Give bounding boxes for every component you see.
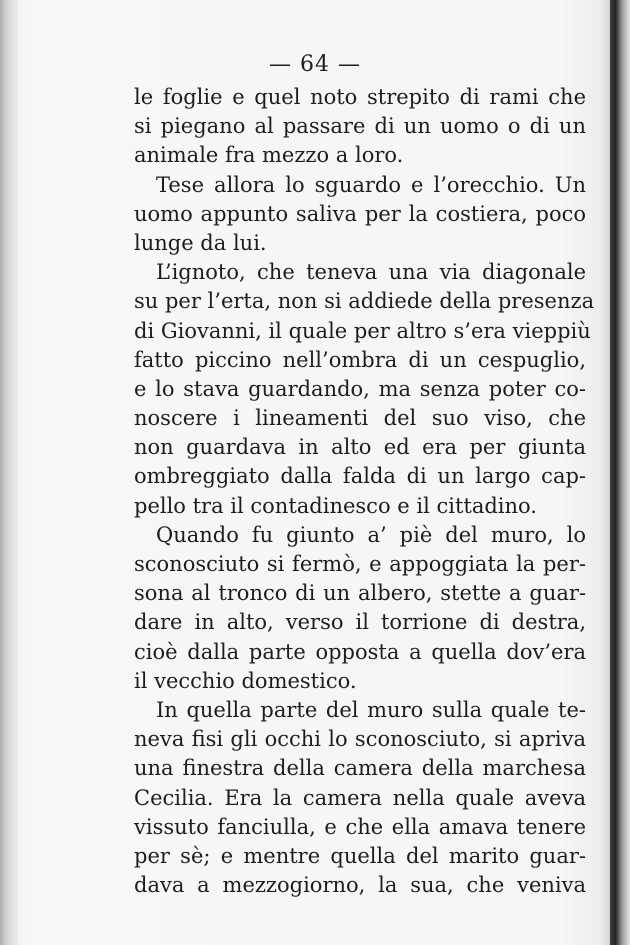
text-line: per sè; e mentre quella del marito guar- bbox=[134, 843, 586, 868]
text-line: Quando fu giunto a’ piè del muro, lo bbox=[156, 522, 586, 547]
text-line: il vecchio domestico. bbox=[134, 668, 357, 693]
text-line: uomo appunto saliva per la costiera, poco bbox=[134, 201, 586, 226]
text-line: Tese allora lo sguardo e l’orecchio. Un bbox=[156, 172, 586, 197]
text-line: ombreggiato dalla falda di un largo cap- bbox=[134, 464, 586, 489]
text-line: In quella parte del muro sulla quale te- bbox=[156, 697, 586, 722]
text-line: una finestra della camera della marchesa bbox=[134, 756, 586, 781]
text-line: animale fra mezzo a loro. bbox=[134, 143, 404, 168]
text-line: L’ignoto, che teneva una via diagonale bbox=[156, 260, 586, 285]
text-line: fatto piccino nell’ombra di un cespuglio, bbox=[134, 347, 586, 372]
page-edge bbox=[610, 0, 616, 945]
text-line: neva fisi gli occhi lo sconosciuto, si apriva bbox=[134, 727, 586, 752]
text-line: e lo stava guardando, ma senza poter co- bbox=[134, 376, 586, 401]
text-line: su per l’erta, non si addiede della presenza bbox=[134, 289, 595, 314]
text-line: sconosciuto si fermò, e appoggiata la per- bbox=[134, 552, 586, 576]
body-text bbox=[134, 83, 595, 900]
page-gutter bbox=[0, 0, 18, 945]
text-line: si piegano al passare di un uomo o di un bbox=[134, 114, 586, 139]
text-line: Cecilia. Era la camera nella quale aveva bbox=[134, 785, 586, 810]
page-number: — 64 — bbox=[269, 52, 361, 77]
text-line: sona al tronco di un albero, stette a guar- bbox=[134, 581, 586, 606]
text-line: dare in alto, verso il torrione di destra, bbox=[134, 610, 586, 635]
text-line: cioè dalla parte opposta a quella dov’era bbox=[134, 639, 586, 664]
text-line: pello tra il contadinesco e il cittadino. bbox=[134, 493, 537, 518]
text-line: dava a mezzogiorno, la sua, che veniva bbox=[134, 873, 586, 898]
text-line: lunge da lui. bbox=[134, 230, 267, 255]
text-line: di Giovanni, il quale per altro s’era vieppiù bbox=[134, 318, 591, 343]
text-line: non guardava in alto ed era per giunta bbox=[134, 435, 586, 460]
text-line: le foglie e quel noto strepito di rami che bbox=[134, 85, 586, 109]
text-line: vissuto fanciulla, e che ella amava tenere bbox=[134, 814, 586, 839]
text-line: noscere i lineamenti del suo viso, che bbox=[134, 406, 586, 431]
